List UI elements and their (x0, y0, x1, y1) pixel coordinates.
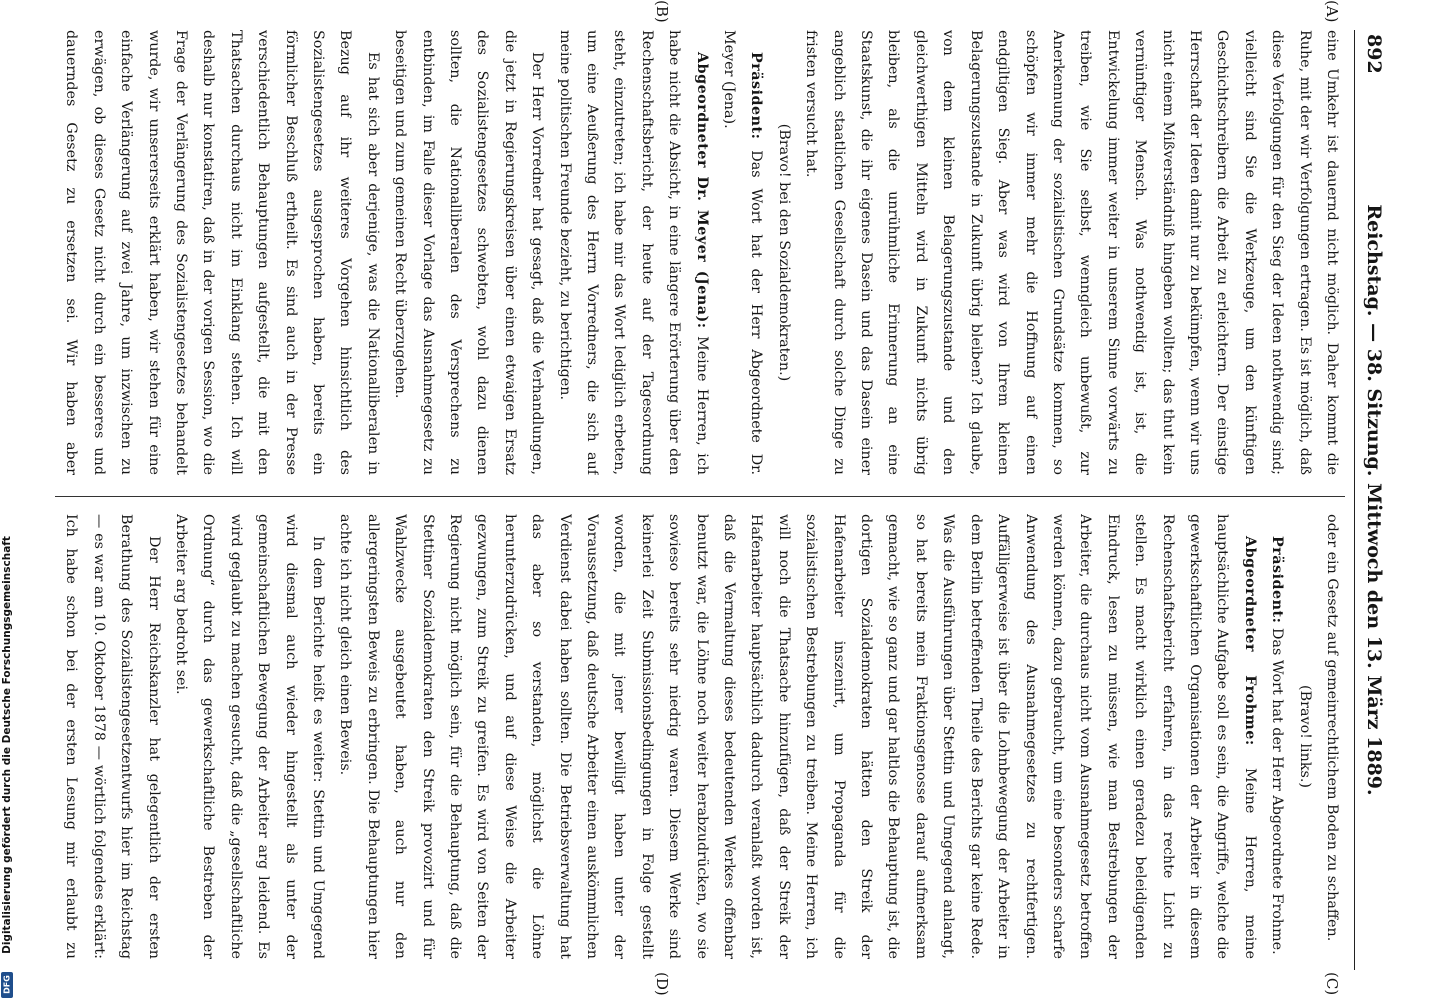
stage-direction: (Bravo! links.) (1296, 685, 1313, 788)
speaker-paragraph (1263, 514, 1290, 959)
page-title: Reichstag. — 38. Sitzung. Mittwoch den 13. März 1889. (1363, 204, 1385, 796)
speaker-paragraph (331, 514, 1263, 959)
speaker-name: Abgeordneter Dr. Meyer (Jena): (693, 52, 710, 329)
left-column (55, 30, 1345, 475)
speaker-name: Präsident: (1269, 536, 1286, 624)
speaker-name: Abgeordneter Frohme: (1241, 536, 1258, 746)
margin-marker-a: (A) (1323, 0, 1341, 23)
funding-footer (0, 0, 14, 1000)
speech-text: Das Wort hat der Herr Abgeordnete Frohme. (1269, 627, 1286, 955)
document-page (41, 0, 1391, 996)
dfg-logo (1, 972, 13, 998)
margin-marker-c: (C) (1323, 972, 1341, 996)
page-number: 892 (1363, 34, 1385, 74)
speech-text: Meine Herren, ich habe nicht die Absicht, in eine längere Erörterung über den Rechenschaftsbericht, der heute auf der Tagesordnung steht, einzutreten; ich habe mir das Wort lediglich erbeten, um eine Aeußerung des Herrn Vorredners, die sich auf meine politischen Freunde bezieht, zu berichtigen. (556, 30, 710, 475)
page-header (1354, 30, 1391, 970)
paragraph: oder ein Gesetz auf gemeinrechtlichem Boden zu schaffen. (1324, 514, 1340, 942)
speaker-name: Präsident: (748, 52, 765, 140)
stage-direction: (Bravo! bei den Sozialdemokraten.) (775, 123, 792, 382)
speech-text: Das Wort hat der Herr Abgeordnete Dr. Meyer (Jena). (721, 30, 765, 475)
right-column (55, 514, 1345, 959)
speaker-paragraph (550, 30, 714, 475)
column-divider (55, 496, 1345, 497)
paragraph: eine Umkehr ist dauernd nicht möglich. Daher kommt die Ruhe, mit der wir Verfolgungen ertragen. Es ist möglich, daß diese Verfolgungen für den Sieg der Ideen nothwendig sind; vielleicht sind Sie die Werkzeuge, um den künftigen Geschichtschreibern die Arbeit zu erleichtern. Der einstige Herrschaft der Ideen damit nur zu bekümpfen, wenn wir uns nicht einem Mißverständniß hingeben wollten; das thut kein vernünftiger Mensch. Was nothwendig ist, ist, die Entwickelung immer weiter in unserem Sinne vorwärts zu treiben, wie Sie selbst, wenngleich unbewußt, zur Anerkennung der sozialistischen Grundsätze kommen, so schöpfen wir immer mehr die Hoffnung auf einen endgiltigen Sieg. Aber was wird von Ihrem kleinen Belagerungszustande in Zukunft übrig bleiben? Ich glaube, von dem kleinen Belagerungszustande und den gleichwerthigen Mitteln wird in Zukunft nichts übrig bleiben, als die unrühmliche Erinnerung an eine Staatskunst, die ihr eigenes Dasein und das Dasein einer angeblich staatlichen Gesellschaft durch solche Dinge zu fristen versucht hat. (803, 30, 1340, 475)
paragraph: Der Herr Vorredner hat gesagt, daß die Verhandlungen, die jetzt in Regierungskreisen über einen etwaigen Ersatz des Sozialistengesetzes schwebten, wohl dazu dienen sollten, die Nationalliberalen des Versprechens zu entbinden, im Falle dieser Vorlage das Ausnahmegesetz zu beseitigen und zum gemeinen Recht überzugehen. (392, 30, 546, 475)
speaker-paragraph (715, 30, 770, 475)
margin-marker-d: (D) (653, 972, 671, 996)
paragraph: In dem Berichte heißt es weiter: Stettin und Umgegend wird diesmal auch wieder hingestellt als unter der gemeinschaftlichen Bewegung der Arbeiter arg leidend. Es wird geglaubt zu machen gesucht, daß die „gesellschaftliche Ordnung“ durch das gewerkschaftliche Bestreben der Arbeiter arg bedroht sei. (172, 514, 326, 959)
paragraph: Der Herr Reichskanzler hat gelegentlich der ersten Berathung des Sozialistengesetzentwurfs hier im Reichstag — es war am 10. Oktober 1878 — wörtlich folgendes erklärt: Ich habe schon bei der ersten Lesung mir erlaubt zu (63, 514, 162, 959)
dfg-logo-text: DFG (2, 975, 12, 994)
speech-text: Meine Herren, meine hauptsächliche Aufgabe soll es sein, die Angriffe, welche die gewerkschaftlichen Organisationen der Arbeiter in diesem Rechenschaftsbericht erfahren, in das rechte Licht zu stellen. Es macht wirklich einen geradezu beleidigenden Eindruck, lesen zu müssen, wie man Bestrebungen der Arbeiter, die durchaus nicht vom Ausnahmegesetz betroffen werden können, dazu gebraucht, um eine besonders scharfe Anwendung des Ausnahmegesetzes zu rechtfertigen. Auffälligerweise ist über die Lohnbewegung der Arbeiter in dem Berlin betreffenden Theile des Berichts gar keine Rede. Was die Ausführungen über Stettin und Umgegend anlangt, so hat bereits mein Fraktionsgenosse darauf aufmerksam gemacht, wie so ganz und gar haltlos die Behauptung ist, die dortigen Sozialdemokraten hätten den Streik der Hafenarbeiter inszenirt, um Propaganda für die sozialistischen Bestrebungen zu treiben. Meine Herren, ich will noch die Thatsache hinzufügen, daß der Streik der Hafenarbeiter hauptsächlich dadurch veranlaßt worden ist, daß die Vermaltung dieses bedeutenden Werkes offenbar benutzt war, die Löhne noch weiter herabzudrücken, wo sie sowieso bereits sehr niedrig waren. Diesem Werke sind keinerlei Zeit Submissionsbedingungen in Folge gestellt worden, die mit jener bewilligt haben unter der Voraussetzung, daß deutsche Arbeiter einen auskömmlichen Verdienst dabei haben sollten. Die Betriebsverwaltung hat das aber so verstanden, möglichst die Löhne herunterzudrücken, und auf diese Weise die Arbeiter gezwungen, zum Streik zu greifen. Es wird von Seiten der Regierung nicht möglich sein, für die Behauptung, daß die Stettiner Sozialdemokraten den Streik provozirt und für Wahlzwecke ausgebeutet haben, auch nur den allergeringsten Beweis zu erbringen. Die Behauptungen hier achte ich nicht gleich einen Beweis. (337, 514, 1258, 959)
margin-marker-b: (B) (653, 0, 671, 23)
funding-credit: Digitalisierung gefördert durch die Deutsche Forschungsgemeinschaft (1, 536, 13, 954)
paragraph: Es hat sich aber derjenige, was die Nationalliberalen in Bezug auf ihr weiteres Vorgehen hinsichtlich des Sozialistengesetzes ausgesprochen haben, bereits ein förmlicher Beschluß ertheilt. Es sind auch in der Presse verschiedentlich Behauptungen aufgestellt, die mit den Thatsachen durchaus nicht im Einklang stehen. Ich will deshalb nur konstatiren, daß in der vorigen Session, wo die Frage der Verlängerung des Sozialistengesetzes behandelt wurde, wir unsererseits erklärt haben, wir stehen für eine einfache Verlängerung auf zwei Jahre, um inzwischen zu erwägen, ob dieses Gesetz nicht durch ein besseres und dauerndes Gesetz zu ersetzen sei. Wir haben aber (63, 30, 381, 475)
